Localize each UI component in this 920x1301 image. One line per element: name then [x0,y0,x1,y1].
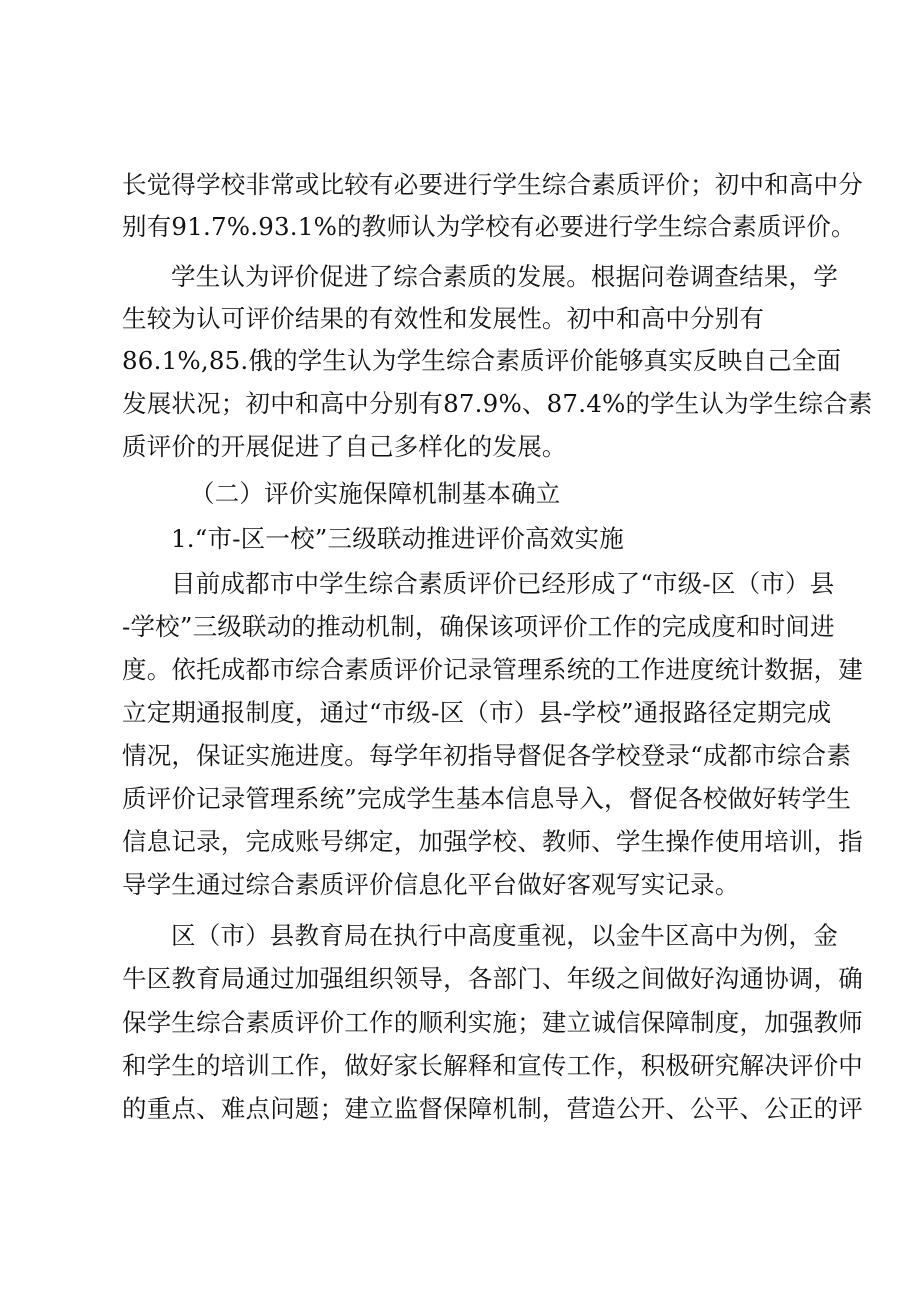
text-line-19: 牛区教育局通过加强组织领导，各部门、年级之间做好沟通协调，确 [122,964,863,993]
text-line-1: 长觉得学校非常或比较有必要进行学生综合素质评价；初中和高中分 [122,170,863,199]
text-line-16: 信息记录，完成账号绑定，加强学校、教师、学生操作使用培训，指 [122,827,863,856]
subsection-heading: 1.“市-区一校”三级联动推进评价高效实施 [171,524,624,553]
text-line-17: 导学生通过综合素质评价信息化平台做好客观写实记录。 [122,870,740,899]
text-line-6: 发展状况；初中和高中分别有87.9%、87.4%的学生认为学生综合素 [122,389,873,418]
text-line-15: 质评价记录管理系统”完成学生基本信息导入，督促各校做好转学生 [122,784,852,813]
text-line-5: 86.1%,85.俄的学生认为学生综合素质评价能够真实反映自己全面 [122,346,842,375]
text-line-2: 别有91.7%.93.1%的教师认为学校有必要进行学生综合素质评价。 [122,212,856,241]
paragraph-start-line: 目前成都市中学生综合素质评价已经形成了“市级-区（市）县 [171,569,835,598]
paragraph-start-line: 学生认为评价促进了综合素质的发展。根据问卷调查结果，学 [171,262,838,291]
text-line-21: 和学生的培训工作，做好家长解释和宣传工作，积极研究解决评价中 [122,1051,863,1080]
text-line-20: 保学生综合素质评价工作的顺利实施；建立诚信保障制度，加强教师 [122,1008,863,1037]
text-line-7: 质评价的开展促进了自己多样化的发展。 [122,432,567,461]
paragraph-start-line: 区（市）县教育局在执行中高度重视，以金牛区高中为例，金 [171,921,838,950]
text-line-13: 立定期通报制度，通过“市级-区（市）县-学校”通报路径定期完成 [122,698,832,727]
text-line-14: 情况，保证实施进度。每学年初指导督促各学校登录“成都市综合素 [122,741,852,770]
text-line-22: 的重点、难点问题；建立监督保障机制，营造公开、公平、公正的评 [122,1094,863,1123]
text-line-4: 生较为认可评价结果的有效性和发展性。初中和高中分别有 [122,304,765,333]
text-line-11: -学校”三级联动的推动机制，确保该项评价工作的完成度和时间进 [122,612,835,641]
text-line-12: 度。依托成都市综合素质评价记录管理系统的工作进度统计数据，建 [122,655,863,684]
section-heading: （二）评价实施保障机制基本确立 [190,479,561,508]
